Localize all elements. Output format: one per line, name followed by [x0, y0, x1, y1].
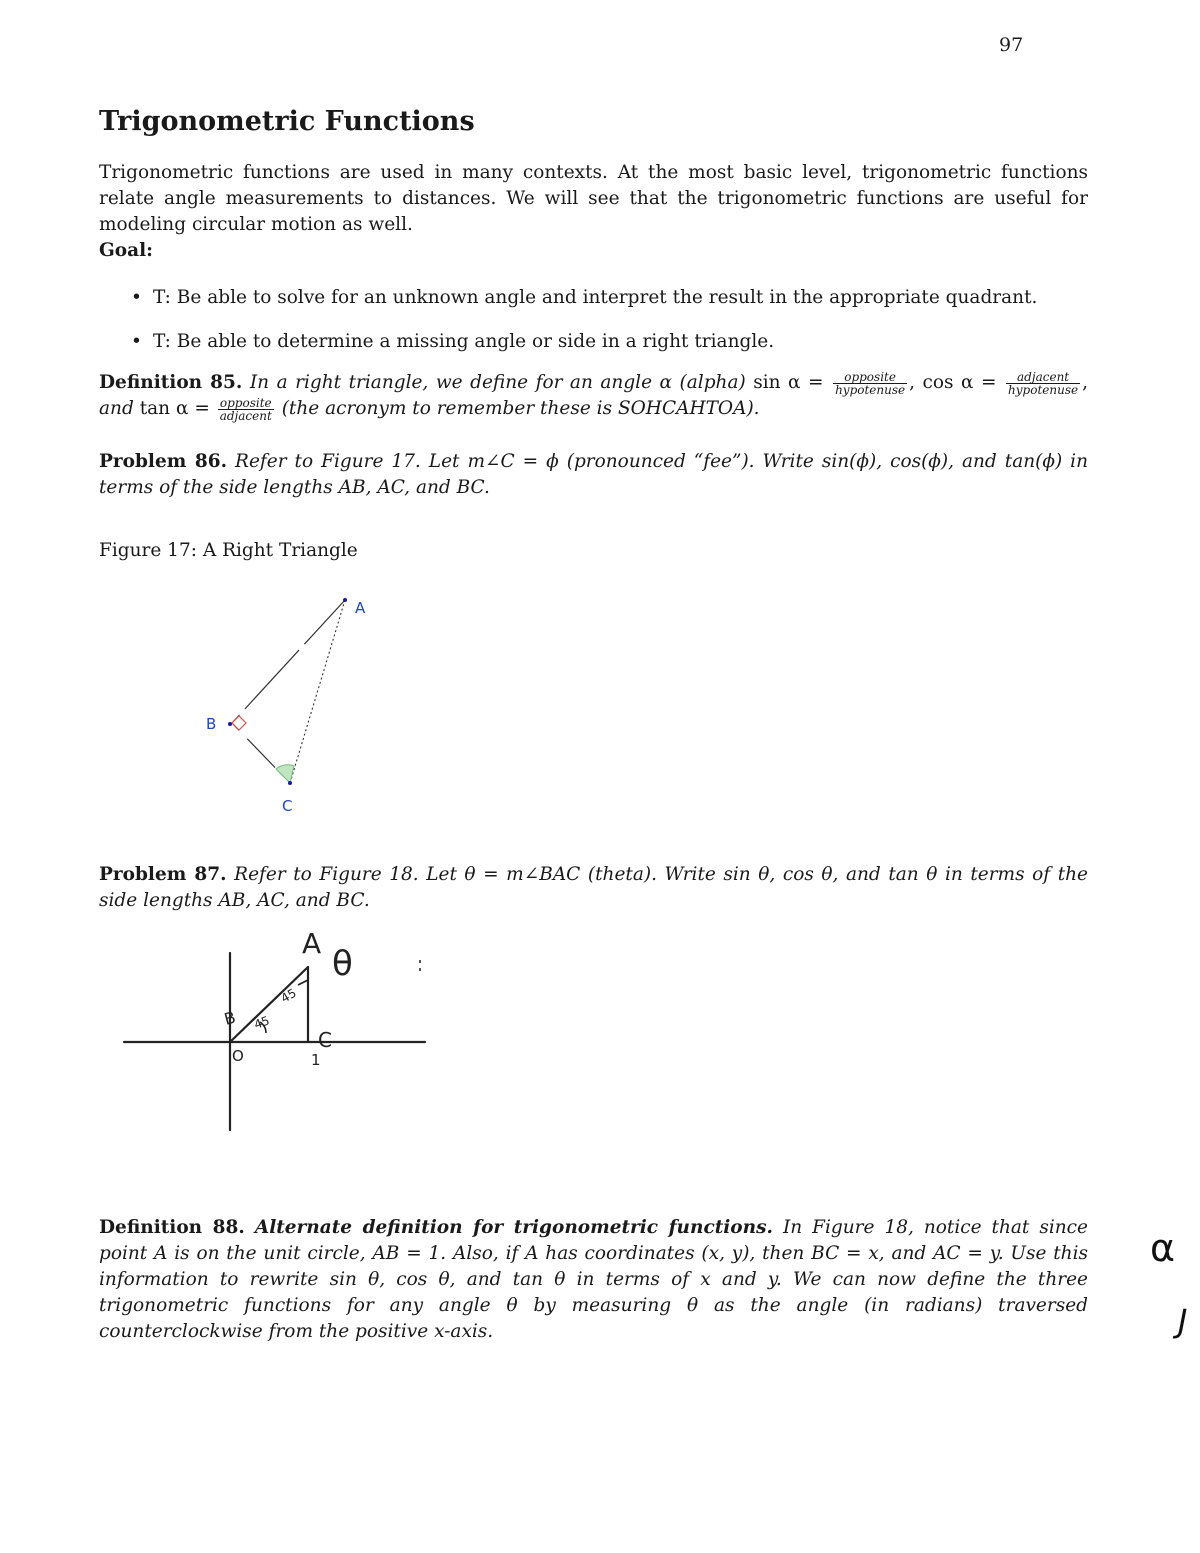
- definition-85-text: In a right triangle, we define for an angle α (alpha): [249, 372, 746, 393]
- hand-label-b: B: [222, 1007, 238, 1029]
- intro-paragraph: Trigonometric functions are used in many contexts. At the most basic level, trigonometric functions relate angle measurements to distances. We will see that the trigonometric functions are useful for modeling circular motion as well.: [99, 162, 1088, 235]
- label-c: C: [282, 797, 293, 815]
- hand-label-o: O: [232, 1047, 244, 1065]
- hand-label-45-top: 45: [278, 985, 299, 1006]
- radius-line: [230, 967, 308, 1042]
- fraction-numerator: opposite: [218, 397, 274, 410]
- label-a: A: [355, 599, 366, 617]
- definition-88-text: In Figure 18, notice that since point A is on the unit circle, AB = 1. Also, if A has coordinates (x, y), then BC = x, and AC = y. Use this information to rewrite sin θ, cos θ, and tan θ in terms of x and y. We can now define the three trigonometric functions for any angle θ by measuring θ as the angle (in radians) traversed counterclockwise from the positive x-axis.: [99, 1217, 1088, 1342]
- fraction-numerator: opposite: [833, 371, 907, 384]
- hand-label-a: A: [302, 927, 322, 960]
- definition-85-label: Definition 85.: [99, 372, 243, 393]
- point-a: [343, 598, 347, 602]
- page-number: 97: [999, 34, 1024, 56]
- definition-88-label: Definition 88.: [99, 1217, 245, 1238]
- fraction-numerator: adjacent: [1006, 371, 1080, 384]
- section-title: Trigonometric Functions: [99, 106, 475, 137]
- problem-86-text: Refer to Figure 17. Let m∠C = ϕ (pronounced “fee”). Write sin(ϕ), cos(ϕ), and tan(ϕ) in terms of the side lengths AB, AC, and BC.: [99, 451, 1089, 498]
- fraction-denominator: adjacent: [219, 408, 272, 423]
- right-angle-marker: [232, 716, 246, 730]
- hand-label-c: C: [318, 1028, 332, 1052]
- hand-label-one: 1: [311, 1051, 321, 1069]
- stray-mark: [419, 968, 421, 971]
- sin-formula: sin α =: [753, 372, 824, 393]
- tick-mark: [298, 980, 308, 985]
- figure-17-triangle: [190, 585, 390, 825]
- fraction-denominator: hypotenuse: [835, 382, 906, 397]
- goal-item: • T: Be able to solve for an unknown angle and interpret the result in the appropriate quadrant.: [131, 285, 1037, 311]
- stray-mark: [419, 960, 421, 963]
- problem-87-text: Refer to Figure 18. Let θ = m∠BAC (theta). Write sin θ, cos θ, and tan θ in terms of the side lengths AB, AC, and BC.: [99, 864, 1088, 911]
- acronym-text: (the acronym to remember these is SOHCAHTOA).: [281, 398, 760, 419]
- goal-item: • T: Be able to determine a missing angle or side in a right triangle.: [131, 329, 1037, 355]
- cos-formula: cos α =: [922, 372, 997, 393]
- goal-list: [131, 285, 1037, 373]
- comma: ,: [909, 372, 916, 393]
- problem-87-label: Problem 87.: [99, 864, 227, 885]
- side-ab: [232, 600, 345, 723]
- goal-label: Goal:: [99, 240, 153, 261]
- definition-88: [99, 1215, 1088, 1345]
- figure-17-caption: Figure 17: A Right Triangle: [99, 540, 358, 561]
- side-ac: [290, 600, 345, 783]
- label-b: B: [206, 715, 217, 733]
- comma: ,: [1082, 372, 1088, 393]
- point-c: [288, 781, 292, 785]
- definition-88-title: Alternate definition for trigonometric functions.: [254, 1217, 773, 1238]
- and-word: and: [99, 398, 134, 419]
- definition-85: [99, 370, 1088, 422]
- angle-c-marker: [276, 765, 294, 783]
- margin-hook-mark: J: [1178, 1302, 1188, 1340]
- problem-87: [99, 862, 1088, 914]
- problem-86-label: Problem 86.: [99, 451, 228, 472]
- problem-86: [99, 449, 1088, 501]
- cos-fraction: [1006, 371, 1080, 396]
- tan-fraction: [218, 397, 274, 422]
- point-b: [228, 722, 232, 726]
- sin-fraction: [833, 371, 907, 396]
- hand-label-45-bottom: 45: [252, 1013, 272, 1032]
- hand-theta: θ: [332, 944, 353, 984]
- figure-18-sketch: [110, 925, 440, 1140]
- fraction-denominator: hypotenuse: [1008, 382, 1079, 397]
- margin-alpha-mark: α: [1150, 1226, 1176, 1270]
- tan-formula: tan α =: [139, 398, 210, 419]
